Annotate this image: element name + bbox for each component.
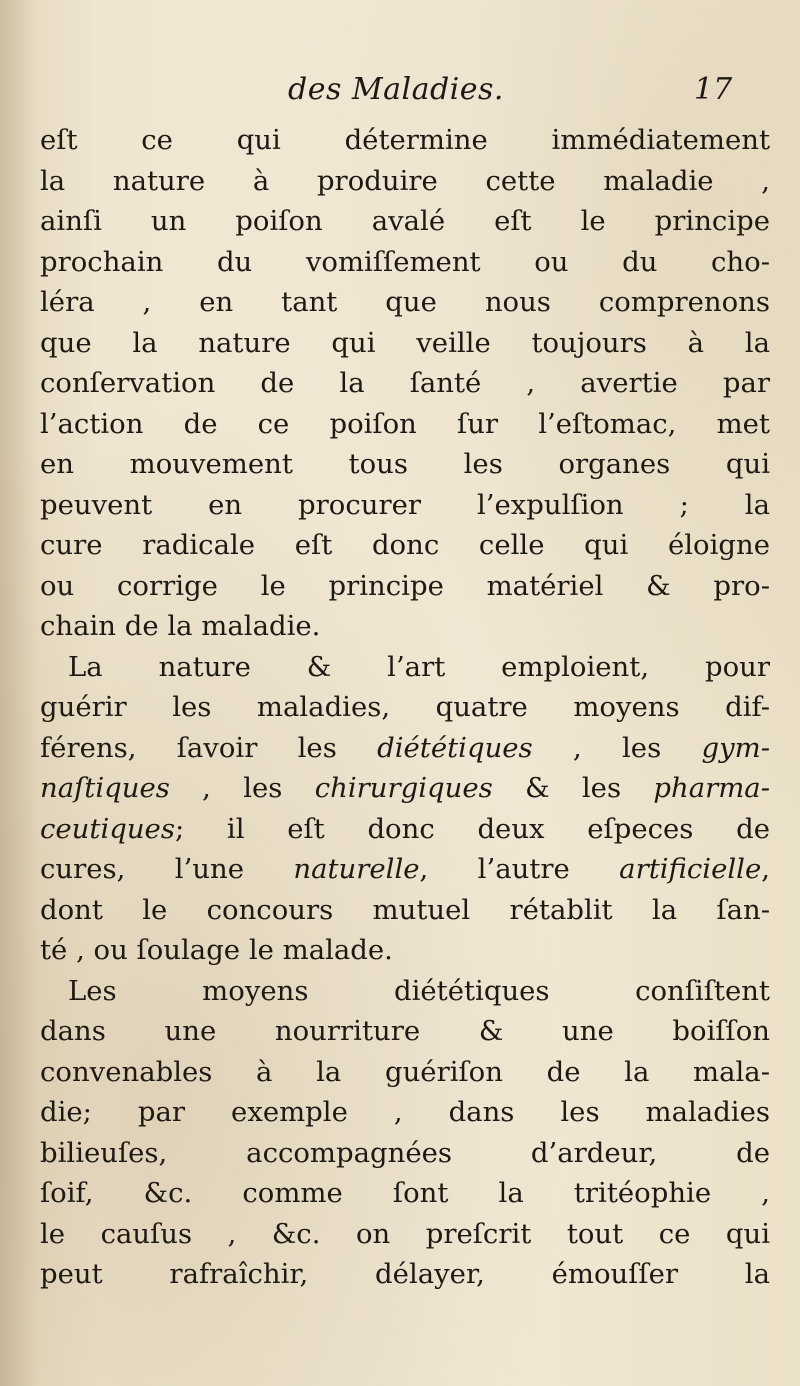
text-segment: bilieuſes, accompagnées d’ardeur, de	[40, 1136, 770, 1169]
text-line	[40, 201, 770, 242]
text-line	[40, 404, 770, 445]
text-segment: , les	[532, 731, 702, 764]
text-segment: que la nature qui veille toujours à la	[40, 326, 770, 359]
text-segment: die; par exemple , dans les maladies	[40, 1096, 770, 1128]
text-segment: convenables à la guériſon de la mala-	[40, 1055, 770, 1088]
text-line	[40, 728, 770, 769]
text-line	[40, 890, 770, 931]
text-segment: eſt ce qui détermine immédiatement	[40, 124, 770, 156]
text-segment: ou corrige le principe matériel & pro-	[40, 569, 770, 602]
italic-term: ceutiques	[40, 812, 175, 845]
text-line	[40, 606, 770, 647]
text-segment: La nature & l’art emploient, pour	[68, 650, 770, 683]
text-segment: & les	[492, 772, 654, 804]
text-segment: , l’autre	[419, 853, 620, 885]
text-segment: cure radicale eſt donc celle qui éloigne	[40, 529, 770, 561]
text-segment: ſoif, &c. comme ſont la tritéophie ,	[40, 1177, 770, 1209]
text-segment: guérir les maladies, quatre moyens dif-	[40, 691, 770, 723]
text-line	[40, 1011, 770, 1052]
text-line	[40, 525, 770, 566]
italic-term: artificielle	[619, 853, 762, 885]
text-segment: le cauſus , &c. on preſcrit tout ce qui	[40, 1217, 770, 1250]
text-line	[40, 1173, 770, 1214]
text-segment: peuvent en procurer l’expulſion ; la	[40, 488, 770, 521]
text-line	[40, 242, 770, 283]
text-line	[40, 930, 770, 971]
page-header	[0, 72, 800, 116]
italic-term: naturelle	[293, 853, 420, 885]
text-line	[40, 120, 770, 161]
text-segment: cures, l’une	[40, 853, 294, 885]
text-line	[40, 1254, 770, 1295]
text-line	[40, 161, 770, 202]
italic-term: pharma-	[653, 772, 770, 804]
text-segment: la nature à produire cette maladie ,	[40, 164, 770, 197]
text-line	[40, 1092, 770, 1133]
text-line	[40, 444, 770, 485]
page-number: 17	[694, 72, 733, 107]
text-line	[40, 768, 770, 809]
italic-term: gym-	[701, 731, 770, 764]
text-segment: Les moyens diététiques conſiſtent	[68, 974, 770, 1007]
text-line	[40, 849, 770, 890]
text-line	[40, 566, 770, 607]
text-segment: dans une nourriture & une boiſſon	[40, 1015, 770, 1047]
text-segment: l’action de ce poiſon ſur l’eſtomac, met	[40, 407, 770, 440]
text-segment: ,	[761, 853, 770, 885]
body-text	[40, 120, 770, 1295]
text-segment: peut rafraîchir, délayer, émouſſer la	[40, 1258, 770, 1290]
text-line	[40, 1214, 770, 1255]
text-segment: léra , en tant que nous comprenons	[40, 286, 770, 318]
text-segment: ; il eſt donc deux eſpeces de	[174, 812, 770, 845]
text-line	[40, 363, 770, 404]
text-segment: ainſi un poiſon avalé eſt le principe	[40, 205, 770, 237]
text-line	[40, 809, 770, 850]
text-segment: dont le concours mutuel rétablit la ſan-	[40, 893, 770, 926]
italic-term: chirurgiques	[314, 772, 493, 804]
text-segment: prochain du vomiſſement ou du cho-	[40, 245, 770, 278]
italic-term: diététiques	[377, 731, 533, 764]
text-line	[40, 971, 770, 1012]
italic-term: naſtiques	[40, 772, 170, 804]
text-line	[40, 647, 770, 688]
text-line	[40, 282, 770, 323]
text-line	[40, 687, 770, 728]
running-title: des Maladies.	[288, 72, 504, 107]
text-line	[40, 1052, 770, 1093]
text-line	[40, 323, 770, 364]
text-line	[40, 485, 770, 526]
text-segment: chain de la maladie.	[40, 610, 321, 642]
text-segment: en mouvement tous les organes qui	[40, 448, 770, 480]
text-segment: conſervation de la ſanté , avertie par	[40, 367, 770, 399]
text-line	[40, 1133, 770, 1174]
text-segment: férens, ſavoir les	[40, 731, 378, 764]
text-segment: , les	[169, 772, 315, 804]
text-segment: té , ou ſoulage le malade.	[40, 934, 393, 966]
page-gutter-shadow	[0, 0, 38, 1386]
